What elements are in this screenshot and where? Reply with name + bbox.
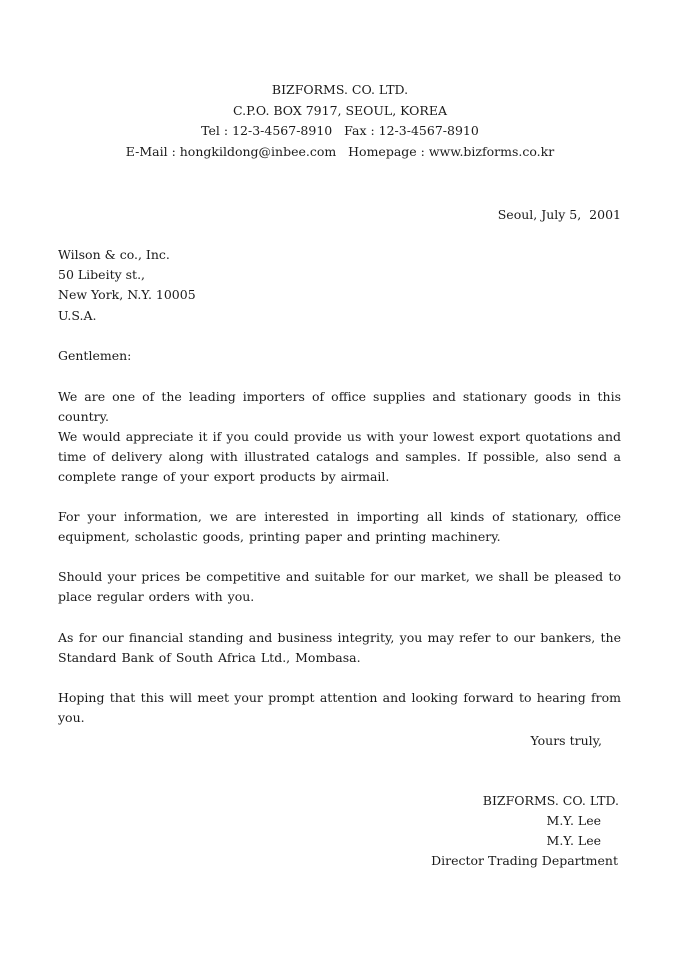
letter-date: Seoul, July 5, 2001 <box>497 207 621 222</box>
letterhead-tel-fax: Tel : 12-3-4567-8910 Fax : 12-3-4567-8910 <box>201 123 479 138</box>
recipient-city: New York, N.Y. 10005 <box>58 287 196 302</box>
signature-name-1: M.Y. Lee <box>546 813 601 828</box>
body-paragraph-3: For your information, we are interested in importing all kinds of stationary, office equipment, scholastic goods, printing paper and printing machinery. <box>58 509 621 544</box>
signature-title: Director Trading Department <box>431 853 618 868</box>
signature-company: BIZFORMS. CO. LTD. <box>482 793 619 808</box>
letterhead-company: BIZFORMS. CO. LTD. <box>271 82 409 97</box>
body-paragraph-1: We are one of the leading importers of office supplies and stationary goods in this country. <box>58 389 621 424</box>
letterhead-email-homepage: E-Mail : hongkildong@inbee.com Homepage : www.bizforms.co.kr <box>125 144 555 159</box>
recipient-street: 50 Libeity st., <box>58 267 146 282</box>
body-paragraph-4: Should your prices be competitive and suitable for our market, we shall be pleased to place regular orders with you. <box>58 569 621 604</box>
body-paragraph-5: As for our financial standing and business integrity, you may refer to our bankers, the Standard Bank of South Africa Ltd., Mombasa. <box>58 630 621 665</box>
letterhead-address: C.P.O. BOX 7917, SEOUL, KOREA <box>232 103 447 118</box>
recipient-name: Wilson & co., Inc. <box>58 247 170 262</box>
salutation: Gentlemen: <box>58 348 132 363</box>
recipient-country: U.S.A. <box>58 308 97 323</box>
body-paragraph-6: Hoping that this will meet your prompt attention and looking forward to hearing from you. <box>58 690 621 725</box>
body-paragraph-2: We would appreciate it if you could provide us with your lowest export quotations and time of delivery along with illustrated catalogs and samples. If possible, also send a complete range of your export products by airmail. <box>58 429 621 484</box>
closing: Yours truly, <box>530 733 602 748</box>
signature-name-2: M.Y. Lee <box>546 833 601 848</box>
